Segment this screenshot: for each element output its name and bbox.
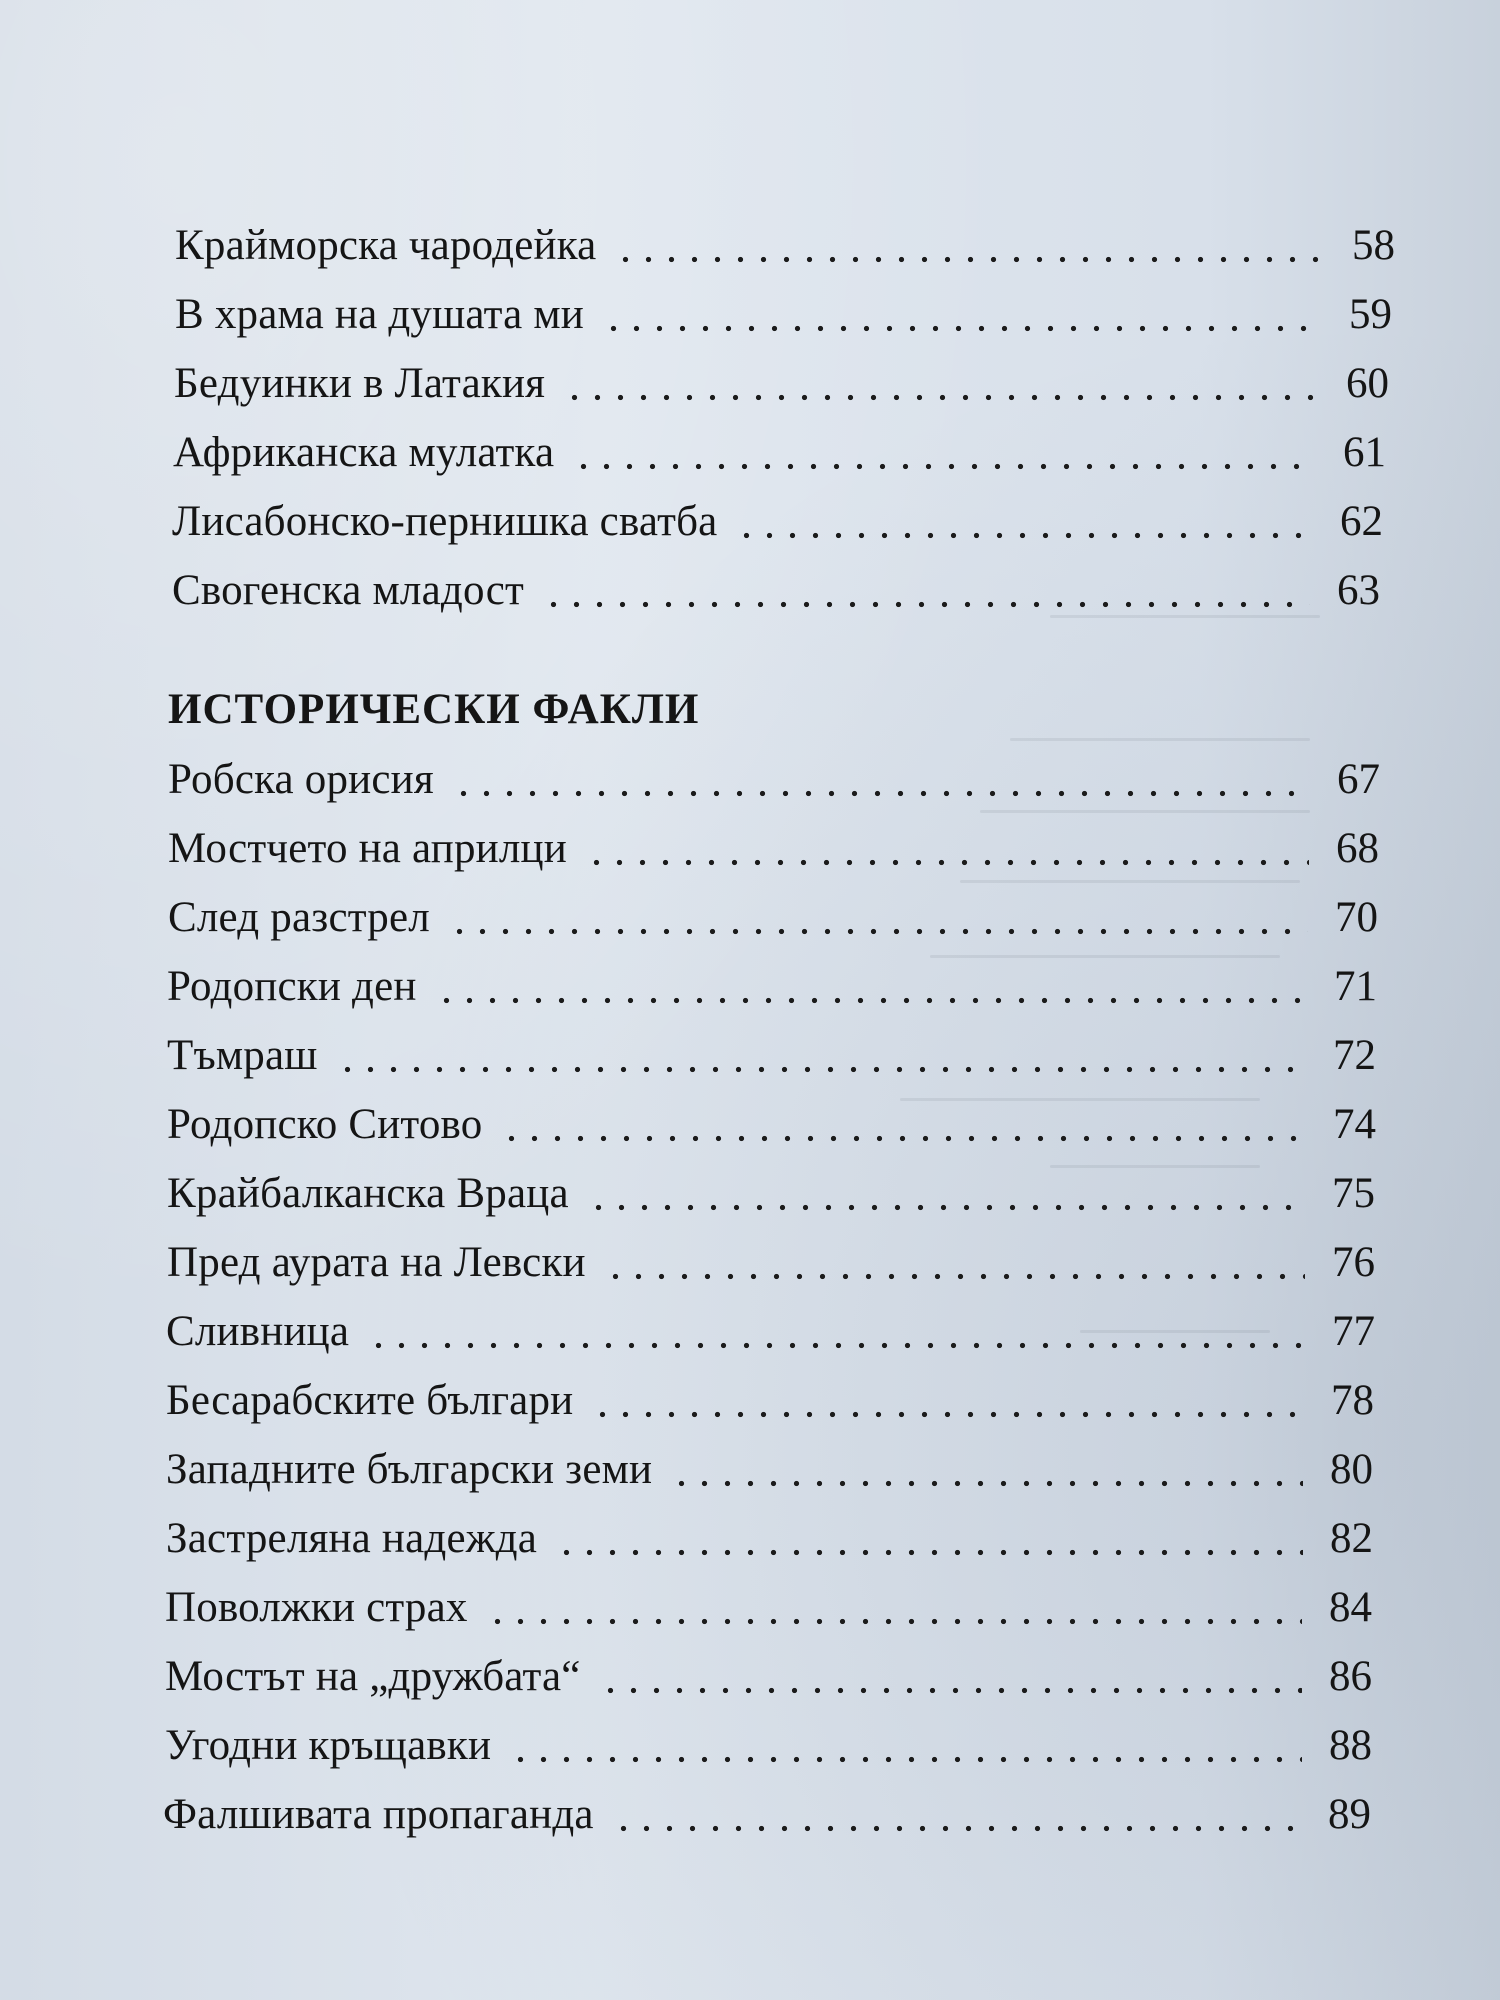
toc-entry-title: Крайморска чародейка: [175, 222, 597, 269]
dot-leader: [604, 1235, 1305, 1291]
dot-leader: [367, 1304, 1305, 1360]
toc-entry-title: Робска орисия: [168, 756, 434, 803]
toc-entry[interactable]: [175, 287, 1392, 343]
section-heading: ИСТОРИЧЕСКИ ФАКЛИ: [168, 686, 700, 733]
toc-entry-title: Мостчето на априлци: [168, 825, 567, 872]
toc-entry[interactable]: [167, 1097, 1376, 1153]
toc-entry[interactable]: [167, 959, 1377, 1015]
toc-entry[interactable]: [174, 356, 1389, 412]
toc-entry-title: Сливница: [166, 1308, 350, 1355]
toc-entry-title: След разстрел: [168, 894, 430, 941]
toc-entry-title: Тъмраш: [167, 1032, 318, 1079]
toc-entry-page: 74: [1333, 1101, 1376, 1148]
toc-entry-page: 76: [1332, 1239, 1375, 1286]
dot-leader: [336, 1028, 1306, 1084]
toc-entry-title: Бедуинки в Латакия: [174, 360, 546, 407]
toc-entry-title: Угодни кръщавки: [165, 1722, 492, 1769]
toc-entry-page: 58: [1352, 222, 1395, 269]
dot-leader: [602, 287, 1322, 343]
dot-leader: [555, 1511, 1303, 1567]
toc-entry-page: 68: [1336, 825, 1379, 872]
dot-leader: [500, 1097, 1306, 1153]
toc-entry-page: 77: [1332, 1308, 1375, 1355]
toc-entry-page: 84: [1329, 1584, 1372, 1631]
toc-entry-title: Застреляна надежда: [166, 1515, 538, 1562]
toc-entry-page: 82: [1330, 1515, 1373, 1562]
toc-entry[interactable]: [175, 218, 1395, 274]
toc-entry-page: 78: [1331, 1377, 1374, 1424]
toc-entry[interactable]: [166, 1442, 1373, 1498]
toc-entry-title: Поволжки страх: [165, 1584, 468, 1631]
toc-entry-page: 86: [1329, 1653, 1372, 1700]
toc-entry[interactable]: [168, 821, 1379, 877]
toc-entry-page: 89: [1328, 1791, 1371, 1838]
toc-entry[interactable]: [173, 425, 1386, 481]
toc-entry-title: Родопско Ситово: [167, 1101, 483, 1148]
toc-entry-page: 67: [1337, 756, 1380, 803]
toc-entry-page: 62: [1340, 498, 1383, 545]
toc-entry-title: Бесарабските българи: [166, 1377, 574, 1424]
dot-leader: [587, 1166, 1305, 1222]
toc-entry-title: Свогенска младост: [172, 567, 524, 614]
dot-leader: [599, 1649, 1302, 1705]
dot-leader: [735, 494, 1313, 550]
dot-leader: [591, 1373, 1304, 1429]
toc-entry[interactable]: [165, 1580, 1372, 1636]
toc-entry-page: 70: [1335, 894, 1378, 941]
dot-leader: [542, 563, 1310, 619]
toc-entry-page: 71: [1334, 963, 1377, 1010]
toc-entry-page: 63: [1337, 567, 1380, 614]
toc-entry[interactable]: [172, 563, 1380, 619]
toc-entry-title: Западните български земи: [166, 1446, 653, 1493]
toc-entry-title: В храма на душата ми: [175, 291, 584, 338]
toc-entry-title: Мостът на „дружбата“: [165, 1653, 581, 1700]
toc-entry-page: 61: [1343, 429, 1386, 476]
toc-entry[interactable]: [167, 1028, 1376, 1084]
toc-entry-title: Крайбалканска Враца: [167, 1170, 569, 1217]
toc-entry[interactable]: [167, 1166, 1375, 1222]
dot-leader: [486, 1580, 1302, 1636]
toc-entry-title: Африканска мулатка: [173, 429, 555, 476]
toc-entry[interactable]: [165, 1649, 1372, 1705]
toc-entry[interactable]: [167, 1235, 1375, 1291]
toc-entry[interactable]: [168, 890, 1378, 946]
toc-entry[interactable]: [166, 1304, 1375, 1360]
dot-leader: [448, 890, 1308, 946]
toc-entry[interactable]: [166, 1511, 1373, 1567]
toc-entry-title: Лисабонско-пернишка сватба: [172, 498, 718, 545]
toc-entry[interactable]: [168, 752, 1380, 808]
toc-entry-page: 72: [1333, 1032, 1376, 1079]
dot-leader: [452, 752, 1310, 808]
dot-leader: [435, 959, 1307, 1015]
toc-entry-title: Фалшивата пропаганда: [163, 1791, 594, 1838]
toc-entry-page: 59: [1349, 291, 1392, 338]
dot-leader: [612, 1787, 1301, 1843]
dot-leader: [572, 425, 1316, 481]
toc-entry-page: 75: [1332, 1170, 1375, 1217]
toc-entry-page: 88: [1329, 1722, 1372, 1769]
toc-entry[interactable]: [166, 1373, 1374, 1429]
toc-entry-page: 60: [1346, 360, 1389, 407]
dot-leader: [670, 1442, 1303, 1498]
toc-entry-title: Пред аурата на Левски: [167, 1239, 586, 1286]
toc-entry-page: 80: [1330, 1446, 1373, 1493]
toc-entry[interactable]: [172, 494, 1383, 550]
dot-leader: [585, 821, 1309, 877]
dot-leader: [563, 356, 1319, 412]
toc-entry-title: Родопски ден: [167, 963, 417, 1010]
toc-entry[interactable]: [163, 1787, 1371, 1843]
dot-leader: [614, 218, 1325, 274]
toc-entry[interactable]: [165, 1718, 1372, 1774]
dot-leader: [509, 1718, 1302, 1774]
